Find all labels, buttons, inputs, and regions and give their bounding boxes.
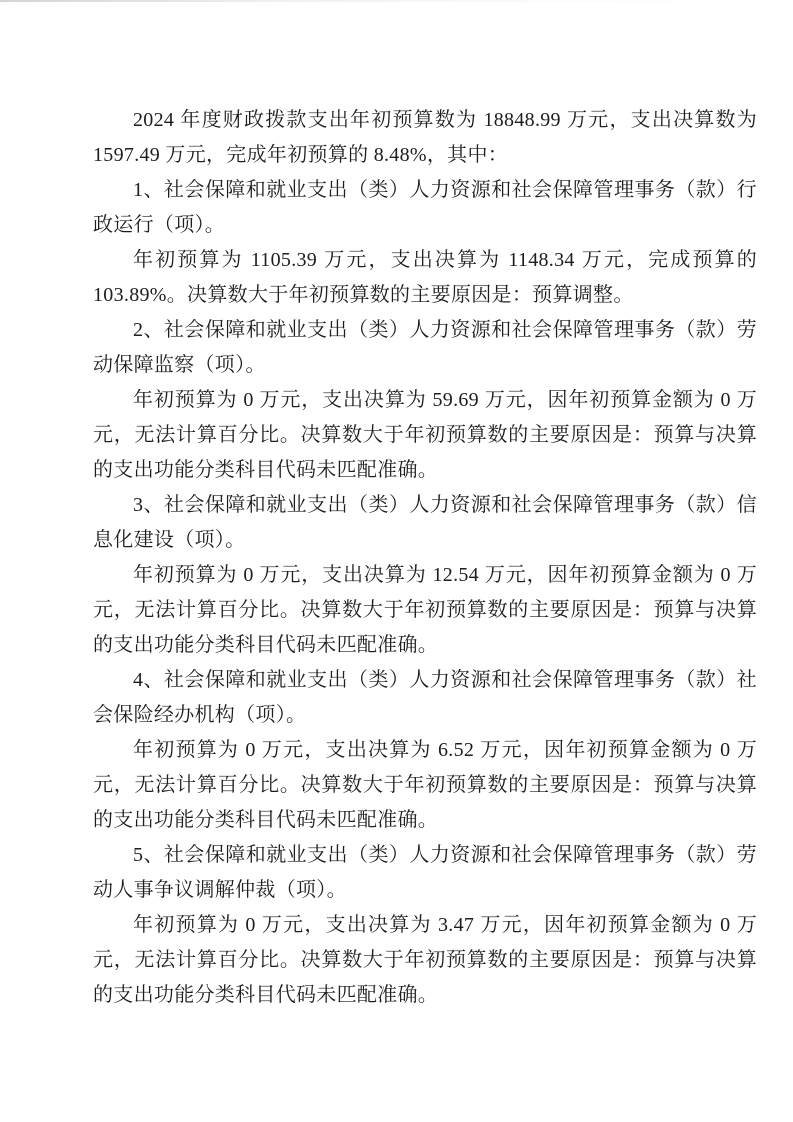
paragraph-item-4-detail: 年初预算为 0 万元，支出决算为 6.52 万元，因年初预算金额为 0 万元，无法计算百分比。决算数大于年初预算数的主要原因是：预算与决算的支出功能分类科目代码未匹配准确。: [93, 739, 757, 831]
paragraph-item-4-title: 4、社会保障和就业支出（类）人力资源和社会保障管理事务（款）社会保险经办机构（项）。: [93, 669, 757, 726]
paragraph-item-2-detail: 年初预算为 0 万元，支出决算为 59.69 万元，因年初预算金额为 0 万元，无法计算百分比。决算数大于年初预算数的主要原因是：预算与决算的支出功能分类科目代码未匹配准确。: [93, 389, 757, 481]
page-top-scan-edge: [0, 0, 793, 2]
paragraph-item-5-title: 5、社会保障和就业支出（类）人力资源和社会保障管理事务（款）劳动人事争议调解仲裁（项）。: [93, 844, 757, 901]
paragraph-item-3-title: 3、社会保障和就业支出（类）人力资源和社会保障管理事务（款）信息化建设（项）。: [93, 494, 757, 551]
paragraph-item-1-title: 1、社会保障和就业支出（类）人力资源和社会保障管理事务（款）行政运行（项）。: [93, 179, 757, 236]
paragraph-item-3-detail: 年初预算为 0 万元，支出决算为 12.54 万元，因年初预算金额为 0 万元，无法计算百分比。决算数大于年初预算数的主要原因是：预算与决算的支出功能分类科目代码未匹配准确。: [93, 564, 757, 656]
paragraph-item-5-detail: 年初预算为 0 万元，支出决算为 3.47 万元，因年初预算金额为 0 万元，无法计算百分比。决算数大于年初预算数的主要原因是：预算与决算的支出功能分类科目代码未匹配准确。: [93, 914, 757, 1006]
paragraph-item-1-detail: 年初预算为 1105.39 万元，支出决算为 1148.34 万元，完成预算的 103.89%。决算数大于年初预算数的主要原因是：预算调整。: [93, 249, 757, 306]
paragraph-summary: 2024 年度财政拨款支出年初预算数为 18848.99 万元，支出决算数为 1597.49 万元，完成年初预算的 8.48%，其中：: [93, 109, 757, 166]
paragraph-item-2-title: 2、社会保障和就业支出（类）人力资源和社会保障管理事务（款）劳动保障监察（项）。: [93, 319, 757, 376]
document-text-body: [93, 103, 757, 1013]
